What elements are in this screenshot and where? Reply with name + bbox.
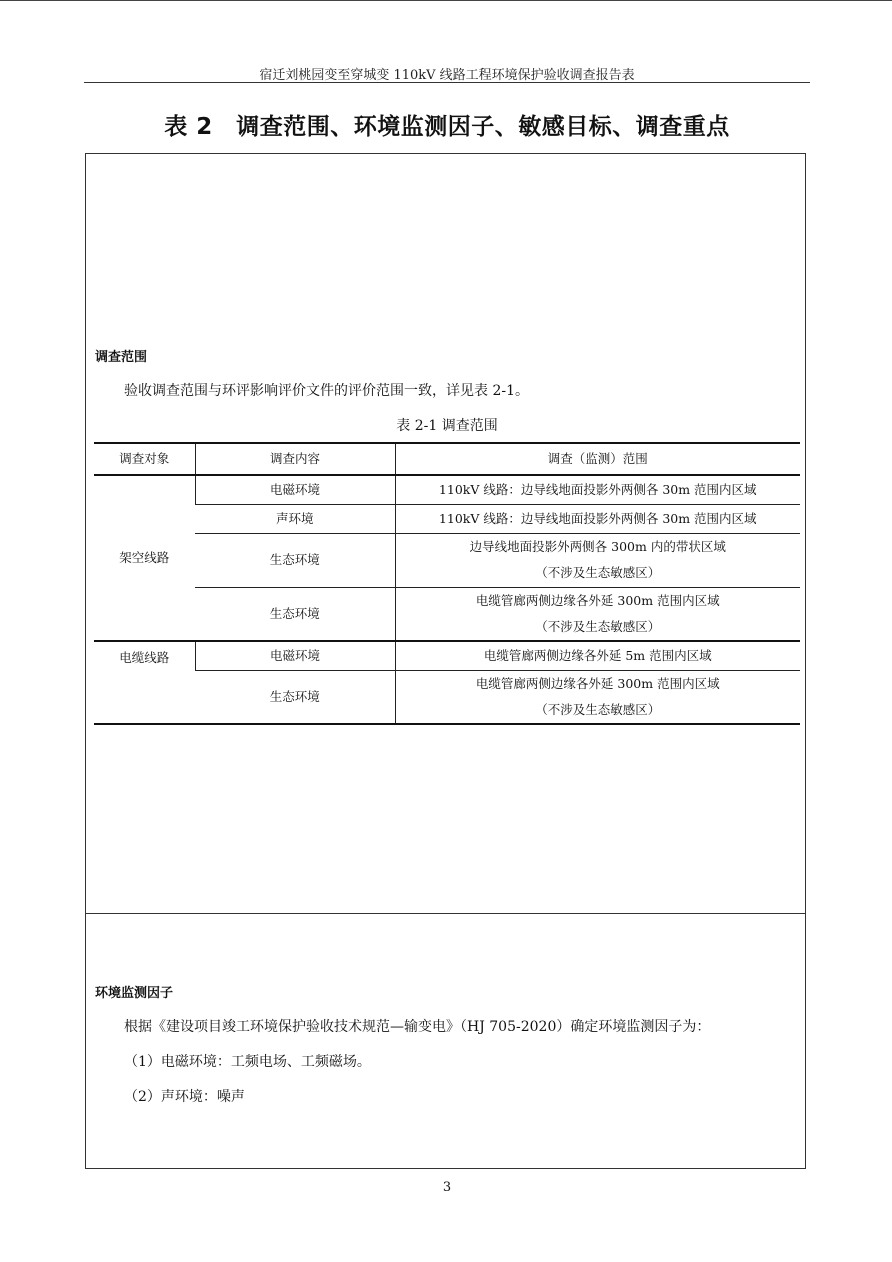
range-cell: 电缆管廊两侧边缘各外延 5m 范围内区域 [395, 641, 800, 670]
monitoring-factors-paragraph: 根据《建设项目竣工环境保护验收技术规范—输变电》（HJ 705-2020）确定环境监测因子为： [124, 1019, 711, 1035]
object-cable-line: 电缆线路 [94, 641, 195, 724]
range-note: （不涉及生态敏感区） [535, 701, 661, 717]
range-note: （不涉及生态敏感区） [535, 618, 661, 634]
content-cell: 生态环境 [195, 533, 395, 587]
header-object: 调查对象 [94, 443, 195, 475]
range-note: （不涉及生态敏感区） [535, 565, 661, 580]
range-line: 边导线地面投影外两侧各 300m 内的带状区域 [469, 539, 726, 554]
content-cell: 声环境 [195, 504, 395, 533]
range-cell [395, 587, 800, 641]
table-caption: 表 2-1 调查范围 [396, 418, 498, 434]
running-header: 宿迁刘桃园变至穿城变 110kV 线路工程环境保护验收调查报告表 [259, 68, 635, 83]
page-title: 表 2 调查范围、环境监测因子、敏感目标、调查重点 [164, 114, 730, 140]
monitoring-factor-item: （2）声环境：噪声 [124, 1089, 245, 1105]
range-line: 电缆管廊两侧边缘各外延 300m 范围内区域 [475, 592, 720, 608]
table-row [94, 533, 800, 587]
header-rule [84, 82, 810, 83]
page-number: 3 [442, 1180, 452, 1195]
content-cell: 生态环境 [195, 670, 395, 724]
object-overhead-line: 架空线路 [94, 475, 195, 641]
survey-scope-heading: 调查范围 [95, 350, 148, 365]
monitoring-factor-item: （1）电磁环境：工频电场、工频磁场。 [124, 1054, 371, 1070]
content-cell: 电磁环境 [195, 475, 395, 504]
range-cell [395, 670, 800, 724]
section-divider [85, 913, 806, 914]
table-row [94, 641, 800, 670]
table-header-row [94, 443, 800, 475]
page-top-rule [0, 0, 892, 1]
content-cell: 生态环境 [195, 587, 395, 641]
range-cell [395, 533, 800, 587]
range-cell: 110kV 线路：边导线地面投影外两侧各 30m 范围内区域 [395, 504, 800, 533]
range-line: 电缆管廊两侧边缘各外延 300m 范围内区域 [475, 675, 720, 691]
header-range: 调查（监测）范围 [395, 443, 800, 475]
table-row [94, 504, 800, 533]
table-row [94, 475, 800, 504]
table-row [94, 670, 800, 724]
range-cell: 110kV 线路：边导线地面投影外两侧各 30m 范围内区域 [395, 475, 800, 504]
survey-scope-paragraph: 验收调查范围与环评影响评价文件的评价范围一致，详见表 2-1。 [124, 383, 529, 399]
table-row [94, 587, 800, 641]
survey-scope-table [94, 442, 800, 725]
header-content: 调查内容 [195, 443, 395, 475]
monitoring-factors-heading: 环境监测因子 [95, 986, 174, 1001]
content-cell: 电磁环境 [195, 641, 395, 670]
